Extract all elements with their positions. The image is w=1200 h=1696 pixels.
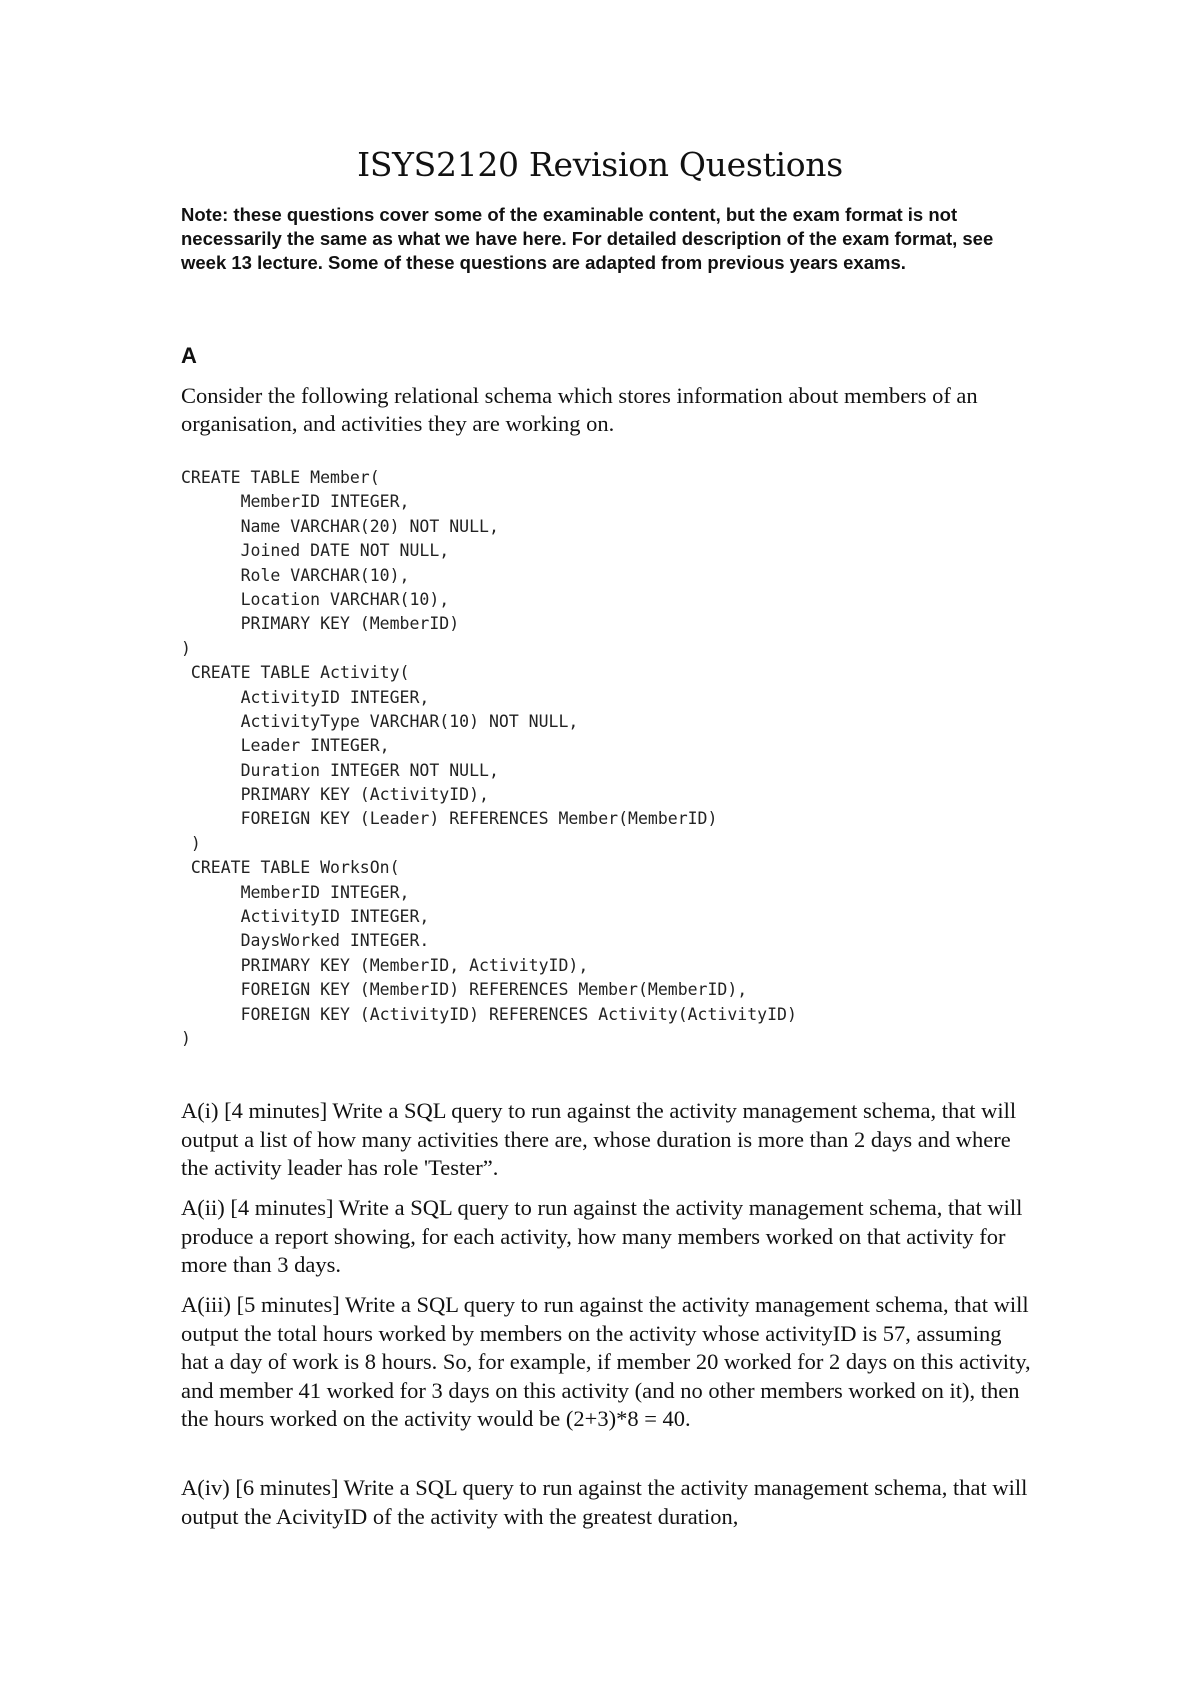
code-line: ): [181, 833, 201, 853]
section-heading: A: [181, 343, 197, 368]
document-title: ISYS2120 Revision Questions: [357, 145, 843, 184]
code-line: DaysWorked INTEGER.: [181, 931, 430, 951]
question-a-iii: A(iii) [5 minutes] Write a SQL query to run against the activity management schema, that will output the total hours worked by members on the activity whose activityID is 57, assuming hat a day of work is 8 hours. So, for example, if member 20 worked for 2 days on this activity, and member 41 worked for 3 days on this activity (and no other members worked on it), then the hours worked on the activity would be (2+3)*8 = 40.: [181, 1292, 1031, 1431]
question-a-ii: A(ii) [4 minutes] Write a SQL query to run against the activity management schema, that will produce a report showing, for each activity, how many members worked on that activity for more than 3 days.: [181, 1195, 1023, 1277]
code-line: CREATE TABLE Activity(: [181, 663, 410, 683]
code-line: ): [181, 1028, 191, 1048]
code-line: ActivityID INTEGER,: [181, 687, 430, 707]
code-line: PRIMARY KEY (ActivityID),: [181, 785, 489, 805]
code-line: Duration INTEGER NOT NULL,: [181, 760, 499, 780]
code-line: Name VARCHAR(20) NOT NULL,: [181, 516, 499, 536]
question-a-i: A(i) [4 minutes] Write a SQL query to run against the activity management schema, that will output a list of how many activities there are, whose duration is more than 2 days and where the activity leader has role 'Tester”.: [181, 1098, 1017, 1180]
code-line: PRIMARY KEY (MemberID, ActivityID),: [181, 955, 589, 975]
code-line: MemberID INTEGER,: [181, 882, 410, 902]
code-line: ): [181, 638, 191, 658]
exam-note: Note: these questions cover some of the examinable content, but the exam format is not necessarily the same as what we have here. For detailed description of the exam format, see week 13 lecture. Some of these questions are adapted from previous years exams.: [181, 204, 994, 273]
code-line: Role VARCHAR(10),: [181, 565, 410, 585]
code-line: FOREIGN KEY (MemberID) REFERENCES Member(MemberID),: [181, 980, 748, 1000]
code-line: FOREIGN KEY (Leader) REFERENCES Member(MemberID): [181, 809, 718, 829]
sql-schema-code: [181, 466, 797, 1051]
code-line: FOREIGN KEY (ActivityID) REFERENCES Activity(ActivityID): [181, 1004, 797, 1024]
code-line: ActivityID INTEGER,: [181, 907, 430, 927]
code-line: ActivityType VARCHAR(10) NOT NULL,: [181, 711, 579, 731]
code-line: Joined DATE NOT NULL,: [181, 541, 450, 561]
code-line: PRIMARY KEY (MemberID): [181, 614, 460, 634]
code-line: CREATE TABLE Member(: [181, 468, 380, 487]
question-a-iv: A(iv) [6 minutes] Write a SQL query to run against the activity management schema, that will output the AcivityID of the activity with the greatest duration,: [181, 1475, 1028, 1529]
code-line: Location VARCHAR(10),: [181, 589, 450, 609]
code-line: CREATE TABLE WorksOn(: [181, 858, 400, 878]
code-line: MemberID INTEGER,: [181, 492, 410, 512]
schema-intro: Consider the following relational schema which stores information about members of an organisation, and activities they are working on.: [181, 383, 978, 436]
code-line: Leader INTEGER,: [181, 736, 390, 756]
